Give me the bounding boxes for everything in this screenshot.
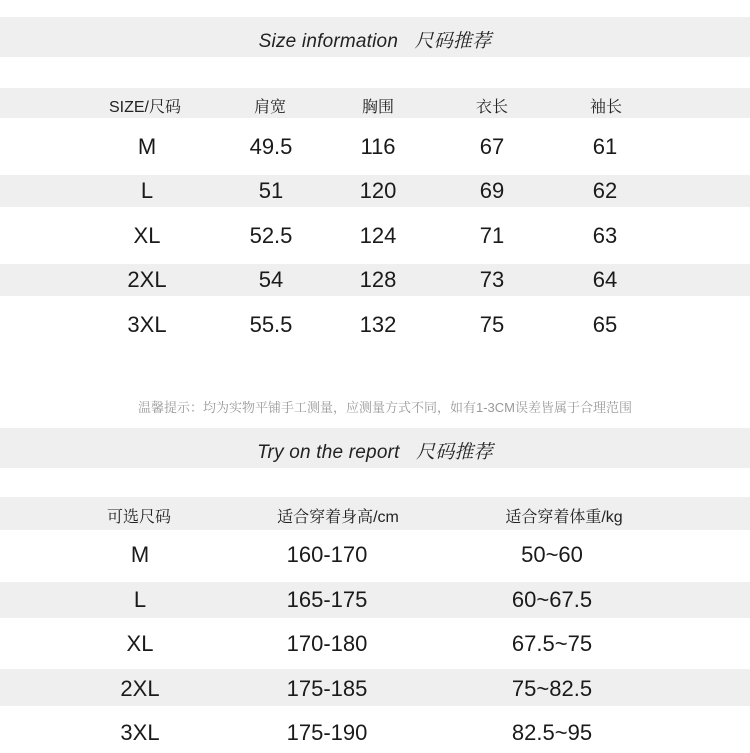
- header-shoulder: 肩宽: [253, 99, 287, 116]
- length-cell: 75: [479, 312, 505, 337]
- size-cell: M: [137, 134, 157, 159]
- size-cell: 3XL: [120, 720, 160, 745]
- length-cell: 73: [479, 267, 505, 292]
- size-cell: 2XL: [120, 676, 160, 701]
- fit-row-band-l: [0, 582, 750, 618]
- height-cell: 170-180: [286, 631, 368, 656]
- length-cell: 67: [479, 134, 505, 159]
- size-cell: XL: [133, 223, 161, 248]
- weight-cell: 75~82.5: [511, 676, 593, 701]
- size-cell: 2XL: [127, 267, 167, 292]
- length-cell: 69: [479, 178, 505, 203]
- shoulder-cell: 55.5: [249, 312, 293, 337]
- header-length: 衣长: [475, 99, 509, 116]
- shoulder-cell: 52.5: [249, 223, 293, 248]
- fit-row-band-2xl: [0, 669, 750, 706]
- chest-cell: 120: [359, 178, 397, 203]
- shoulder-cell: 54: [258, 267, 284, 292]
- height-cell: 175-190: [286, 720, 368, 745]
- sleeve-cell: 62: [592, 178, 618, 203]
- size-cell: XL: [126, 631, 154, 656]
- shoulder-cell: 49.5: [249, 134, 293, 159]
- length-cell: 71: [479, 223, 505, 248]
- fit-table-title: Try on the report 尺码推荐: [257, 442, 493, 463]
- sleeve-cell: 63: [592, 223, 618, 248]
- sleeve-cell: 61: [592, 134, 618, 159]
- size-cell: L: [133, 587, 147, 612]
- chest-cell: 128: [359, 267, 397, 292]
- size-table-title: Size information 尺码推荐: [258, 31, 492, 52]
- header-weight: 适合穿着体重/kg: [505, 509, 623, 526]
- header-height: 适合穿着身高/cm: [277, 509, 399, 526]
- weight-cell: 67.5~75: [511, 631, 593, 656]
- height-cell: 165-175: [286, 587, 368, 612]
- shoulder-cell: 51: [258, 178, 284, 203]
- weight-cell: 50~60: [521, 542, 583, 567]
- weight-cell: 82.5~95: [511, 720, 593, 745]
- header-size: SIZE/尺码: [108, 99, 182, 116]
- measurement-note: 温馨提示：均为实物平铺手工测量，应测量方式不同，如有1-3CM误差皆属于合理范围: [137, 400, 632, 415]
- size-cell: M: [130, 542, 150, 567]
- chest-cell: 124: [359, 223, 397, 248]
- chest-cell: 116: [360, 134, 396, 159]
- header-sleeve: 袖长: [589, 99, 623, 116]
- chest-cell: 132: [359, 312, 397, 337]
- size-cell: L: [140, 178, 154, 203]
- height-cell: 160-170: [286, 542, 368, 567]
- weight-cell: 60~67.5: [511, 587, 593, 612]
- sleeve-cell: 65: [592, 312, 618, 337]
- height-cell: 175-185: [286, 676, 368, 701]
- size-cell: 3XL: [127, 312, 167, 337]
- sleeve-cell: 64: [592, 267, 618, 292]
- header-optional-size: 可选尺码: [106, 509, 172, 526]
- header-chest: 胸围: [361, 99, 395, 116]
